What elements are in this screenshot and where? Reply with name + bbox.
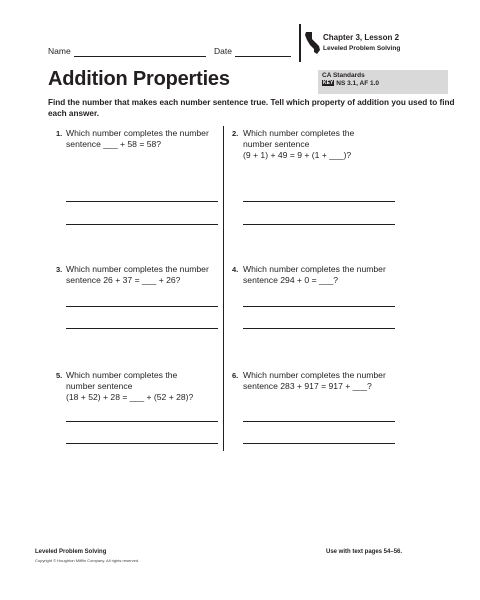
question-1-answer-line-1[interactable]	[66, 201, 218, 202]
header-subtitle: Leveled Problem Solving	[323, 45, 401, 52]
question-6-answer-line-1[interactable]	[243, 421, 395, 422]
question-6-text: Which number completes the number sentence 283 + 917 = 917 + ___?	[243, 370, 386, 391]
standards-codes: NS 3.1, AF 1.0	[336, 80, 380, 87]
question-3-answer-line-2[interactable]	[66, 328, 218, 329]
question-1-number: 1.	[56, 129, 63, 138]
question-3-answer-line-1[interactable]	[66, 306, 218, 307]
standards-heading: CA Standards	[322, 72, 365, 79]
question-1-text: Which number completes the number sentence ___ + 58 = 58?	[66, 128, 209, 149]
question-5-text: Which number completes the number sentence (18 + 52) + 28 = ___ + (52 + 28)?	[66, 370, 194, 402]
question-3-number: 3.	[56, 265, 63, 274]
column-divider	[223, 126, 224, 451]
date-label: Date	[214, 46, 232, 56]
standards-box	[318, 70, 448, 94]
key-badge: KEY	[323, 80, 334, 86]
question-3-text: Which number completes the number sentence 26 + 37 = ___ + 26?	[66, 264, 209, 285]
question-5-number: 5.	[56, 371, 63, 380]
name-label: Name	[48, 46, 71, 56]
question-2-number: 2.	[232, 129, 239, 138]
question-4-answer-line-2[interactable]	[243, 328, 395, 329]
question-4-text: Which number completes the number sentence 294 + 0 = ___?	[243, 264, 386, 285]
header-divider	[299, 24, 301, 62]
question-5-answer-line-1[interactable]	[66, 421, 218, 422]
instructions: Find the number that makes each number sentence true. Tell which property of addition you used to find each answer.	[48, 98, 455, 118]
question-2-text: Which number completes the number sentence (9 + 1) + 49 = 9 + (1 + ___)?	[243, 128, 355, 160]
standards-codes-row	[322, 80, 444, 88]
date-field[interactable]	[235, 56, 291, 57]
question-5-answer-line-2[interactable]	[66, 443, 218, 444]
footer-pages: Use with text pages 54–56.	[326, 549, 403, 555]
question-4-answer-line-1[interactable]	[243, 306, 395, 307]
california-state-icon	[304, 31, 322, 55]
chapter-lesson: Chapter 3, Lesson 2	[323, 33, 400, 42]
question-6-number: 6.	[232, 371, 239, 380]
question-2-answer-line-1[interactable]	[243, 201, 395, 202]
name-field[interactable]	[74, 56, 206, 57]
question-6-answer-line-2[interactable]	[243, 443, 395, 444]
question-4-number: 4.	[232, 265, 239, 274]
question-2-answer-line-2[interactable]	[243, 224, 395, 225]
page-title: Addition Properties	[48, 68, 230, 90]
footer-copyright: Copyright © Houghton Mifflin Company. All rights reserved.	[35, 558, 140, 563]
footer-title: Leveled Problem Solving	[35, 549, 107, 555]
question-1-answer-line-2[interactable]	[66, 224, 218, 225]
